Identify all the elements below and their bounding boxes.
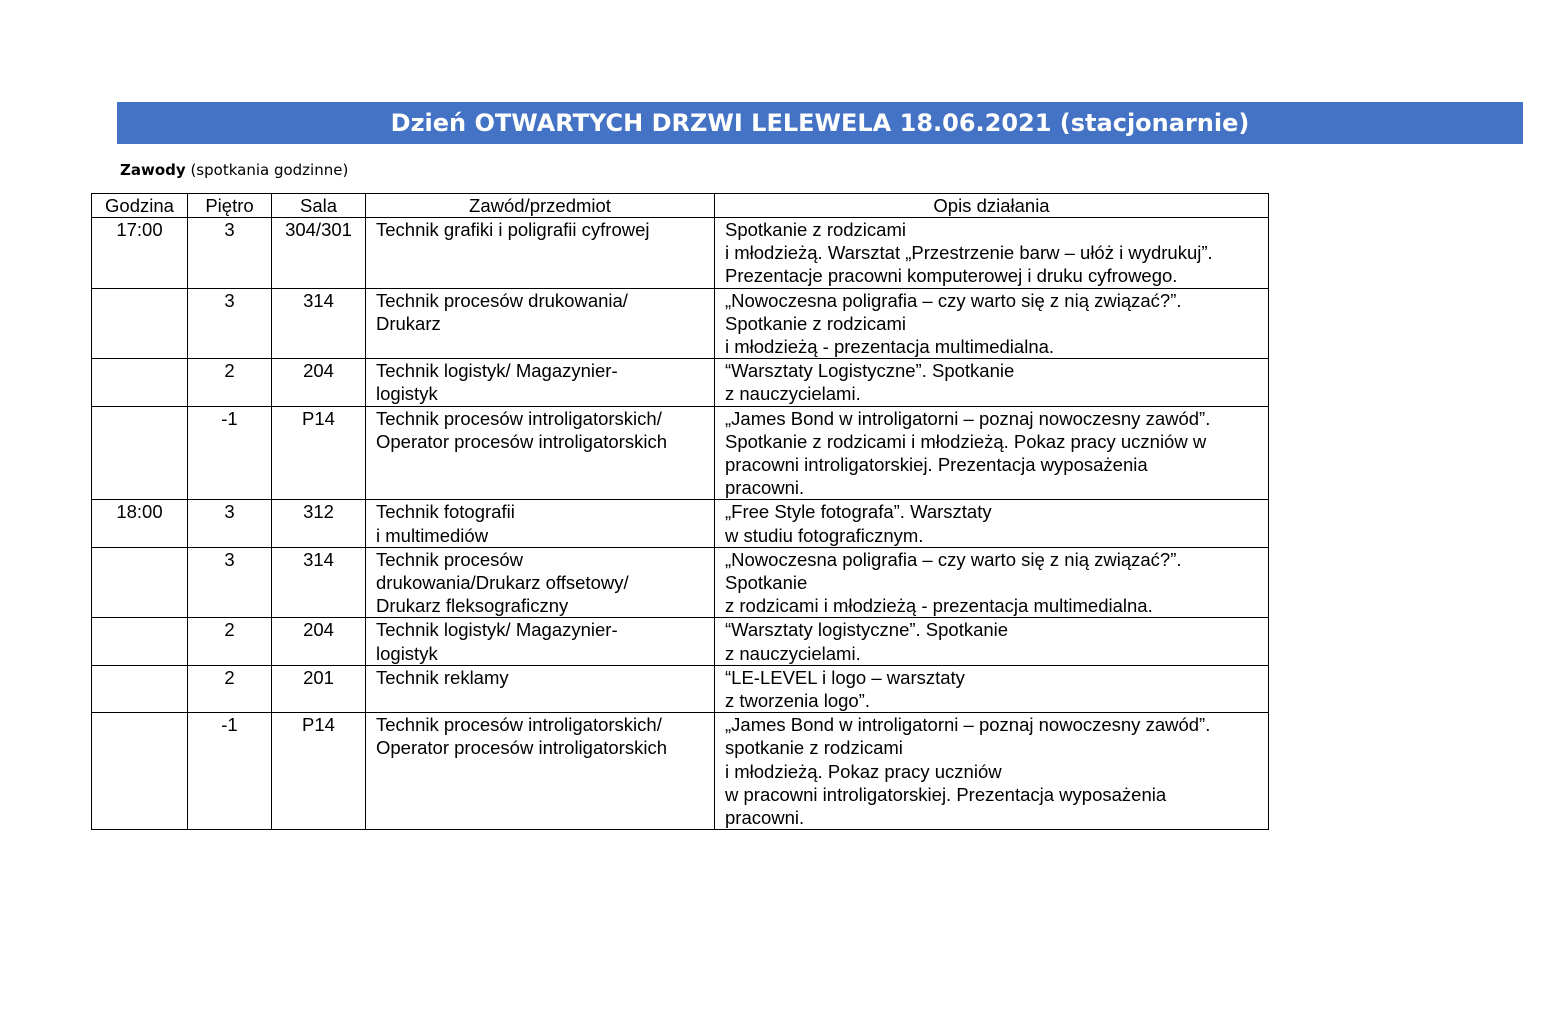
cell-opis: „James Bond w introligatorni – poznaj nowoczesny zawód”. spotkanie z rodzicami i młodzieżą. Pokaz pracy uczniów w pracowni introligatorskiej. Prezentacja wyposażenia pracowni. (715, 713, 1269, 830)
cell-godzina: 17:00 (92, 218, 188, 289)
section-subtitle-rest: (spotkania godzinne) (185, 161, 349, 179)
cell-zawod: Technik procesów introligatorskich/ Operator procesów introligatorskich (366, 713, 715, 830)
cell-godzina (92, 288, 188, 359)
cell-godzina: 18:00 (92, 500, 188, 547)
cell-opis: „Nowoczesna poligrafia – czy warto się z nią związać?”. Spotkanie z rodzicami i młodzieżą - prezentacja multimedialna. (715, 288, 1269, 359)
cell-sala: 304/301 (272, 218, 366, 289)
cell-sala: 312 (272, 500, 366, 547)
cell-opis: „Free Style fotografa”. Warsztaty w studiu fotograficznym. (715, 500, 1269, 547)
cell-zawod: Technik procesów introligatorskich/ Operator procesów introligatorskich (366, 406, 715, 500)
page-title: Dzień OTWARTYCH DRZWI LELEWELA 18.06.2021 (stacjonarnie) (390, 109, 1250, 137)
cell-zawod: Technik logistyk/ Magazynier- logistyk (366, 359, 715, 406)
table-row (92, 713, 1269, 830)
cell-opis: “LE-LEVEL i logo – warsztaty z tworzenia logo”. (715, 665, 1269, 712)
cell-pietro: 3 (188, 218, 272, 289)
cell-sala: 201 (272, 665, 366, 712)
cell-godzina (92, 547, 188, 618)
header-pietro: Piętro (188, 194, 272, 218)
cell-zawod: Technik procesów drukowania/Drukarz offsetowy/ Drukarz fleksograficzny (366, 547, 715, 618)
table-row (92, 288, 1269, 359)
cell-sala: 204 (272, 618, 366, 665)
header-godzina: Godzina (92, 194, 188, 218)
table-header-row (92, 194, 1269, 218)
cell-sala: P14 (272, 713, 366, 830)
cell-opis: Spotkanie z rodzicami i młodzieżą. Warsztat „Przestrzenie barw – ułóż i wydrukuj”. Prezentacje pracowni komputerowej i druku cyfrowego. (715, 218, 1269, 289)
cell-zawod: Technik grafiki i poligrafii cyfrowej (366, 218, 715, 289)
cell-opis: „James Bond w introligatorni – poznaj nowoczesny zawód”. Spotkanie z rodzicami i młodzieżą. Pokaz pracy uczniów w pracowni introligatorskiej. Prezentacja wyposażenia pracowni. (715, 406, 1269, 500)
cell-zawod: Technik fotografii i multimediów (366, 500, 715, 547)
cell-pietro: 2 (188, 665, 272, 712)
table-row (92, 359, 1269, 406)
cell-pietro: 2 (188, 618, 272, 665)
cell-godzina (92, 665, 188, 712)
cell-opis: „Nowoczesna poligrafia – czy warto się z nią związać?”. Spotkanie z rodzicami i młodzieżą - prezentacja multimedialna. (715, 547, 1269, 618)
table-row (92, 618, 1269, 665)
table-row (92, 547, 1269, 618)
cell-pietro: 2 (188, 359, 272, 406)
section-subtitle (120, 161, 348, 179)
cell-zawod: Technik reklamy (366, 665, 715, 712)
cell-sala: 204 (272, 359, 366, 406)
cell-godzina (92, 713, 188, 830)
header-sala: Sala (272, 194, 366, 218)
cell-pietro: -1 (188, 713, 272, 830)
cell-sala: P14 (272, 406, 366, 500)
cell-sala: 314 (272, 547, 366, 618)
cell-pietro: 3 (188, 500, 272, 547)
cell-godzina (92, 618, 188, 665)
cell-pietro: -1 (188, 406, 272, 500)
cell-pietro: 3 (188, 288, 272, 359)
table-row (92, 500, 1269, 547)
cell-zawod: Technik procesów drukowania/ Drukarz (366, 288, 715, 359)
cell-zawod: Technik logistyk/ Magazynier- logistyk (366, 618, 715, 665)
header-zawod: Zawód/przedmiot (366, 194, 715, 218)
cell-opis: “Warsztaty Logistyczne”. Spotkanie z nauczycielami. (715, 359, 1269, 406)
cell-pietro: 3 (188, 547, 272, 618)
cell-godzina (92, 406, 188, 500)
section-subtitle-bold: Zawody (120, 161, 186, 179)
header-opis: Opis działania (715, 194, 1269, 218)
table-row (92, 218, 1269, 289)
page-title-banner (117, 102, 1523, 144)
cell-sala: 314 (272, 288, 366, 359)
schedule-table (91, 193, 1269, 830)
cell-godzina (92, 359, 188, 406)
cell-opis: “Warsztaty logistyczne”. Spotkanie z nauczycielami. (715, 618, 1269, 665)
table-row (92, 406, 1269, 500)
table-row (92, 665, 1269, 712)
